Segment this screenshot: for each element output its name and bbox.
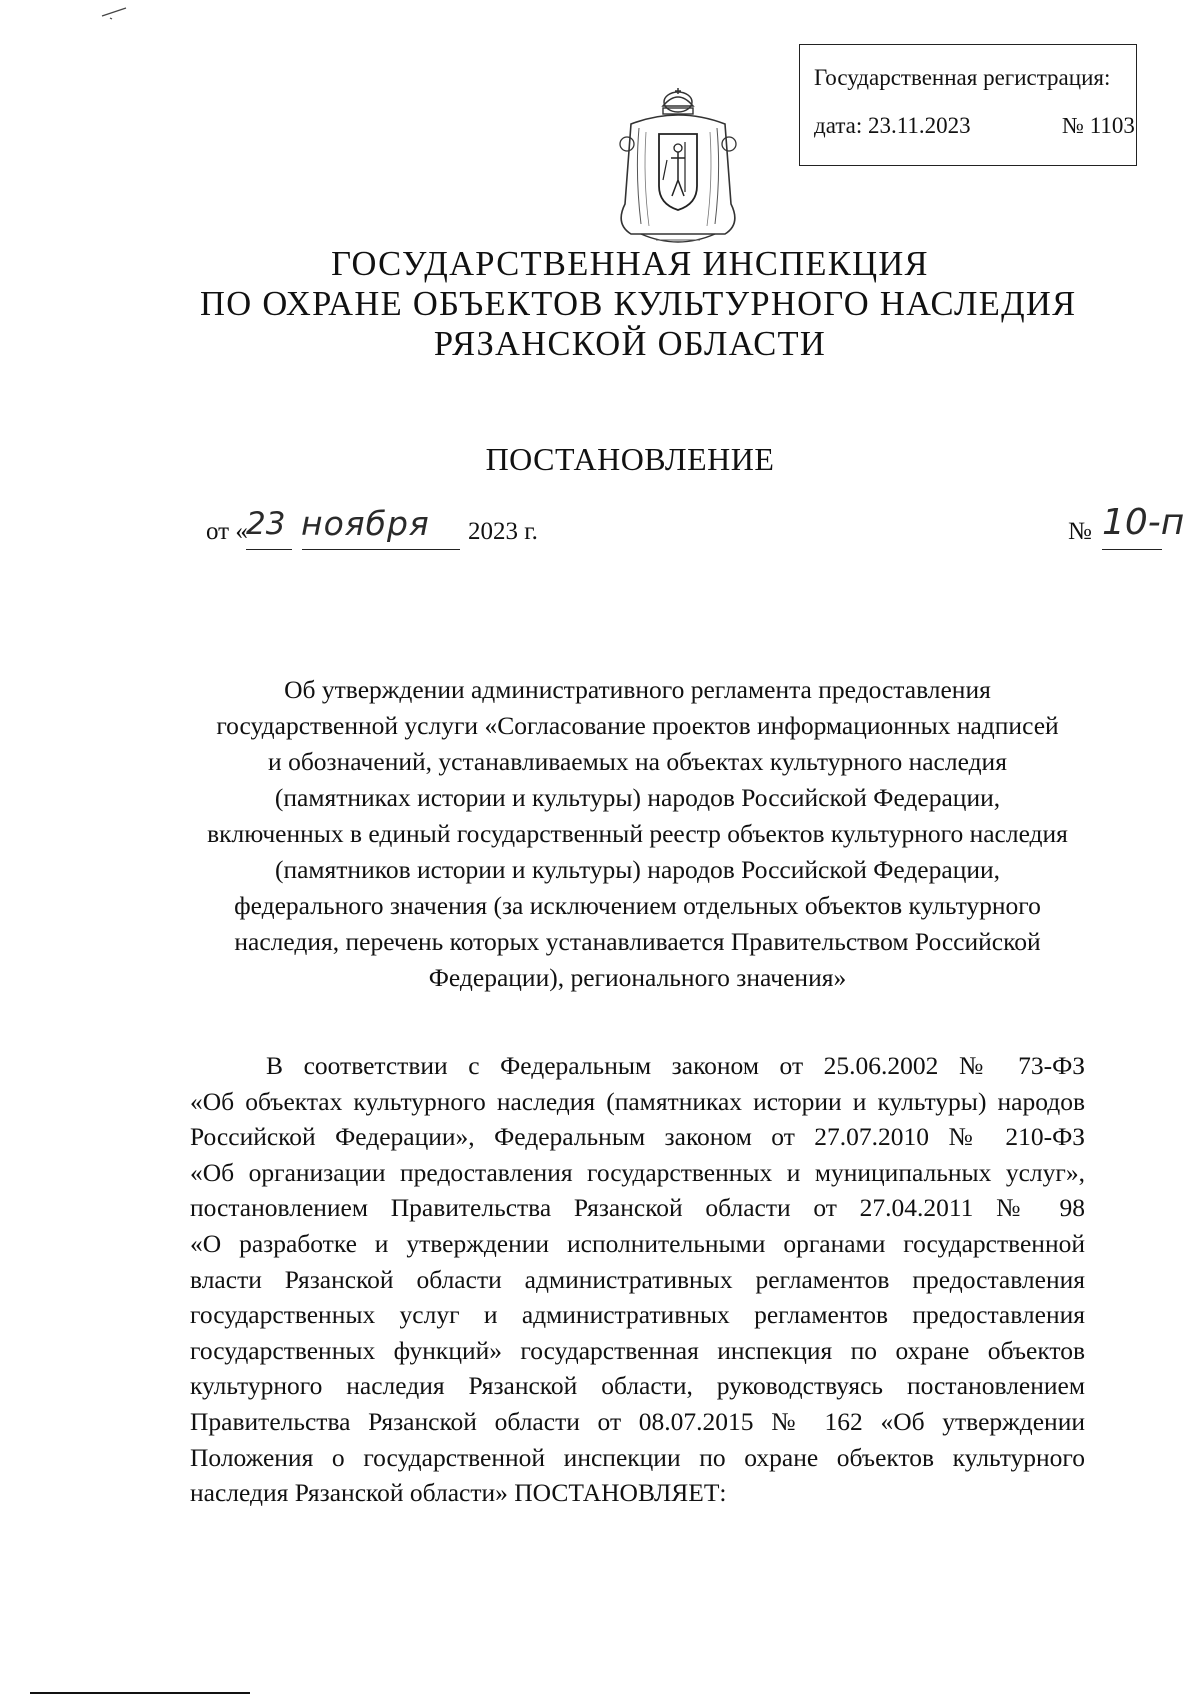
registration-date: дата: 23.11.2023 (814, 113, 971, 138)
date-prefix: от « (206, 518, 248, 545)
date-day-handwritten: 23 (246, 506, 286, 542)
document-type-title: ПОСТАНОВЛЕНИЕ (485, 441, 775, 477)
date-month-handwritten: ноября (301, 504, 430, 543)
subject-line: наследия, перечень которых устанавливается Правительством Российской (234, 927, 1041, 956)
subject-line: федерального значения (за исключением отдельных объектов культурного (234, 891, 1041, 920)
body-line: «О разработке и утверждении исполнительными органами государственной (190, 1228, 1085, 1258)
subject-line: включенных в единый государственный реестр объектов культурного наследия (207, 819, 1068, 848)
body-line: «Об организации предоставления государственных и муниципальных услуг», (190, 1157, 1085, 1187)
body-line: культурного наследия Рязанской области, руководствуясь постановлением (190, 1371, 1085, 1401)
registration-number: № 1103 (1062, 113, 1135, 138)
subject-line: (памятников истории и культуры) народов Российской Федерации, (274, 855, 1001, 884)
document-subject (190, 672, 1085, 996)
body-line: государственных услуг и административных регламентов предоставления (190, 1300, 1085, 1330)
scan-mark (100, 6, 130, 20)
subject-line: (памятниках истории и культуры) народов Российской Федерации, (274, 783, 1001, 812)
registration-stamp (799, 44, 1137, 166)
document-body (190, 1048, 1085, 1511)
number-sign: № (1068, 518, 1092, 545)
body-line: В соответствии с Федеральным законом от 25.06.2002 № 73-ФЗ (266, 1051, 1085, 1080)
document-date (206, 506, 596, 556)
subject-line: государственной услуги «Согласование проектов информационных надписей (216, 711, 1059, 740)
subject-line: Об утверждении административного регламента предоставления (284, 675, 991, 704)
number-handwritten: 10-п (1102, 502, 1185, 543)
registration-date-number (814, 113, 1135, 139)
subject-line: Федерации), регионального значения» (428, 963, 847, 992)
agency-line-1: ГОСУДАРСТВЕННАЯ ИНСПЕКЦИЯ (331, 245, 929, 283)
date-year: 2023 г. (468, 518, 538, 545)
ryazan-coat-of-arms-icon (601, 84, 755, 250)
body-line: Российской Федерации», Федеральным законом от 27.07.2010 № 210-ФЗ (190, 1122, 1085, 1152)
body-line: наследия Рязанской области» ПОСТАНОВЛЯЕТ: (190, 1478, 727, 1508)
body-line: «Об объектах культурного наследия (памятниках истории и культуры) народов (190, 1086, 1085, 1116)
body-line: власти Рязанской области административных регламентов предоставления (190, 1264, 1085, 1294)
date-day-underline (246, 549, 292, 550)
body-line: постановлением Правительства Рязанской области от 27.04.2011 № 98 (190, 1193, 1085, 1223)
document-number (1068, 502, 1185, 556)
footer-rule (30, 1692, 250, 1694)
body-line: государственных функций» государственная инспекция по охране объектов (190, 1335, 1085, 1365)
agency-line-3: РЯЗАНСКОЙ ОБЛАСТИ (433, 325, 827, 363)
subject-line: и обозначений, устанавливаемых на объектах культурного наследия (268, 747, 1007, 776)
body-line: Правительства Рязанской области от 08.07.2015 № 162 «Об утверждении (190, 1406, 1085, 1436)
agency-name (200, 244, 1077, 364)
date-month-underline (302, 549, 460, 550)
number-underline (1102, 549, 1162, 550)
body-line: Положения о государственной инспекции по охране объектов культурного (190, 1442, 1085, 1472)
registration-label: Государственная регистрация: (814, 65, 1111, 90)
agency-line-2: ПО ОХРАНЕ ОБЪЕКТОВ КУЛЬТУРНОГО НАСЛЕДИЯ (200, 285, 1077, 323)
